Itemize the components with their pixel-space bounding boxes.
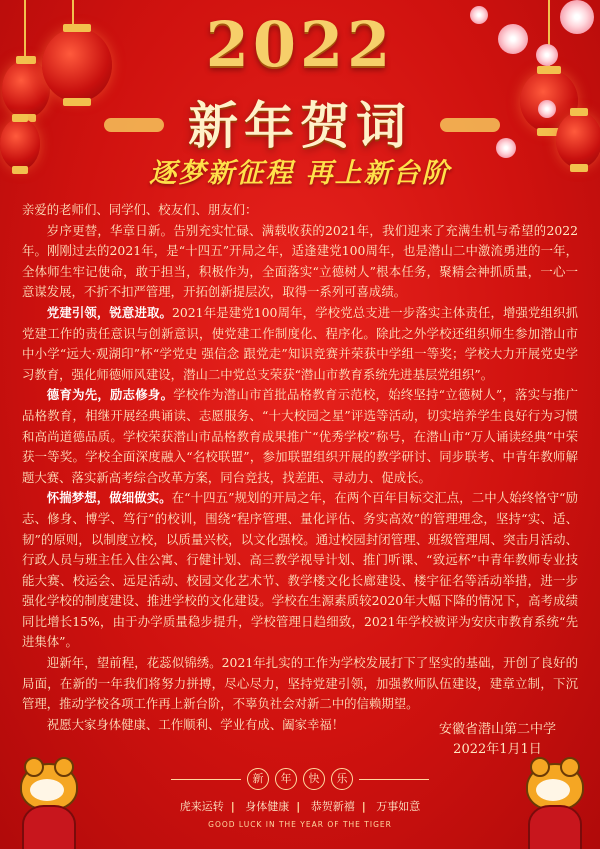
letter-body	[22, 200, 578, 735]
paragraph-lead: 党建引领，锐意进取。	[46, 304, 173, 320]
new-year-banner	[171, 768, 429, 790]
divider	[171, 779, 241, 780]
wish-item: 恭贺新禧	[310, 800, 355, 813]
divider	[359, 779, 429, 780]
paragraph-text: 祝愿大家身体健康、工作顺利、学业有成、阖家幸福！	[46, 716, 345, 732]
paragraph-text: 岁序更替，华章日新。告别充实忙碌、满载收获的2021年，我们迎来了充满生机与希望的2022年。刚刚过去的2021年，是“十四五”开局之年，适逢建党100周年，也是潜山二中激流勇进的一年，全体师生牢记使命，敢于担当，积极作为，全面落实“立德树人”根本任务，聚精会神抓质量，一心一意谋发展，不折不扣严管理，开拓创新提层次，取得一系列可喜成绩。	[22, 222, 578, 300]
wish-item: 虎来运转	[179, 800, 224, 813]
letter-paragraph	[22, 221, 578, 303]
paragraph-lead: 怀揣梦想，做细做实。	[46, 490, 172, 506]
paragraph-text: 迎新年，望前程，花蕊似锦绣。2021年扎实的工作为学校发展打下了坚实的基础，开创了良好的局面，在新的一年我们将努力拼搏，尽心尽力，坚持党建引领，加强教师队伍建设，建章立制，下沉管理，推动学校各项工作再上新台阶，不辜负社会对新二中的信赖期望。	[22, 655, 578, 712]
letter-paragraph	[22, 488, 578, 653]
paragraph-text: 在“十四五”规划的开局之年，在两个百年目标交汇点，二中人始终恪守“励志、修身、博学、笃行”的校训，围绕“程序管理、量化评估、务实高效”的管理理念，坚持“实、适、韧”的原则，以制度立校，以质量兴校，以文化强校。通过校园封闭管理、班级管理周、突击月活动、行政人员与班主任入住公寓、行健计划、高三教学视导计划、推门听课、“致远杯”中青年教师专业技能大赛、校运会、远足活动、校园文化艺术节、教学楼文化长廊建设、楼宇征名等活动举措，进一步强化学校的制度建设、推进学校的文化建设。学校在生源素质较2020年大幅下降的情况下，高考成绩同比增长15%，由于办学质量稳步提升，学校管理日趋细致，2021年学校被评为安庆市教育系统“先进集体”。	[22, 490, 579, 650]
banner-char: 乐	[331, 768, 353, 790]
banner-char: 新	[247, 768, 269, 790]
signature-school: 安徽省潜山第二中学	[438, 722, 556, 737]
signature-block	[439, 720, 556, 760]
wish-item: 万事如意	[376, 800, 421, 813]
paragraph-lead: 德育为先，励志修身。	[46, 387, 174, 403]
page-subtitle: 逐梦新征程 再上新台阶	[149, 158, 451, 189]
banner-char: 快	[303, 768, 325, 790]
wish-item: 身体健康	[245, 800, 290, 813]
letter-paragraph	[22, 385, 578, 488]
year-heading: 2022	[205, 8, 395, 81]
english-tagline: GOOD LUCK IN THE YEAR OF THE TIGER	[208, 820, 392, 829]
page-title: 新年贺词	[188, 97, 412, 155]
paragraph-text: 2021年是建党100周年，学校党总支进一步落实主体责任，增强党组织抓党建工作的责任意识与创新意识，使党建工作制度化、程序化。除此之外学校还组织师生参加潜山市中小学“远大·观湖印”杯“学党史 强信念 跟党走”知识竞赛并荣获中学组一等奖；学校大力开展党史学习教育，强化师德师风建设，潜山二中党总支荣获“潜山市教育系统先进基层党组织”。	[22, 304, 578, 382]
letter-greeting: 亲爱的老师们、同学们、校友们、朋友们：	[22, 202, 258, 217]
paragraph-text: 学校作为潜山市首批品格教育示范校，始终坚持“立德树人”，落实与推广品格教育，相继开展经典诵读、志愿服务、“十大校园之星”评选等活动，切实培养学生良好行为习惯和高尚道德品质。学校荣获潜山市品格教育成果推广“优秀学校”称号，在潜山市“万人诵读经典”中荣获一等奖。学校全面深度融入“名校联盟”，参加联盟组织开展的教学研讨、同步联考、中青年教师解题大赛、落实新高考综合改革方案，同台竞技，找差距、寻动力、促成长。	[22, 387, 579, 485]
banner-char: 年	[275, 768, 297, 790]
letter-paragraph	[22, 303, 578, 385]
wishes-row: 虎来运转 | 身体健康 | 恭贺新禧 | 万事如意	[0, 798, 600, 814]
letter-paragraph	[22, 653, 578, 715]
signature-date: 2022年1月1日	[453, 742, 542, 757]
footer	[0, 760, 600, 849]
